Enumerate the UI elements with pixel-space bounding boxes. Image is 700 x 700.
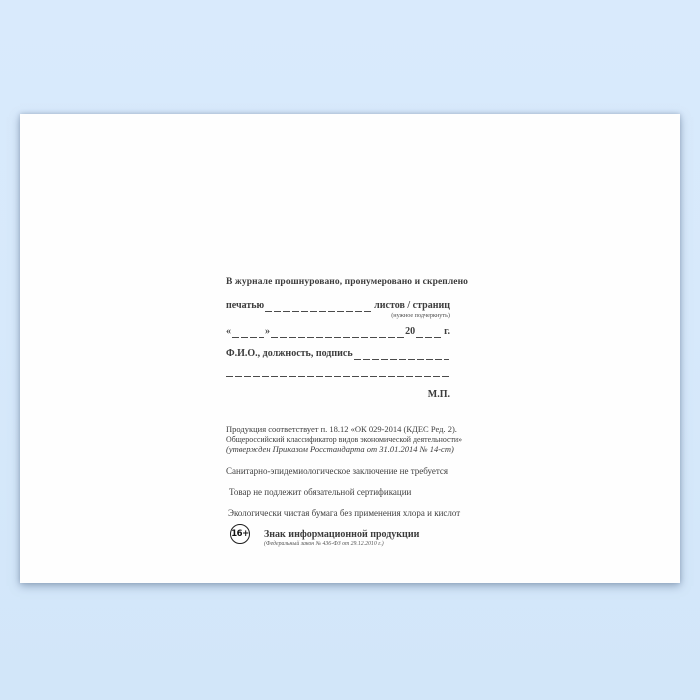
ecology-note: Экологически чистая бумага без применения хлора и кислот [228,508,461,518]
compliance-line-2: Общероссийский классификатор видов экономической деятельности» [226,435,463,444]
stamp-place-label: М.П. [427,389,450,400]
compliance-line-1: Продукция соответствует п. 18.12 «ОК 029-2014 (КДЕС Ред. 2). [226,424,457,434]
underline-instruction: (нужное подчеркнуть) [391,312,450,319]
open-quote: « [226,326,231,337]
age-rating-text: 16+ [231,529,249,539]
age-rating-16plus-icon [230,524,250,544]
information-product-mark-label: Знак информационной продукции [264,529,420,540]
day-blank [232,327,264,338]
compliance-line-3: (утвержден Приказом Росстандарта от 31.01.2014 № 14-ст) [226,444,454,454]
stamp-place-line [226,389,450,401]
signature-continuation-blank [226,366,450,377]
signature-line [226,348,450,360]
sheets-count-blank [265,301,373,312]
journal-back-page [20,114,680,583]
seal-label: печатью [226,300,265,311]
signature-continuation-line [226,366,450,377]
signature-blank [354,349,449,360]
certification-note: Товар не подлежит обязательной сертификации [229,487,412,497]
signature-label: Ф.И.О., должность, подпись [226,348,353,359]
year-suffix: г. [444,326,450,337]
federal-law-note: (Федеральный закон № 436-ФЗ от 29.12.2010 г.) [264,541,384,547]
month-blank [271,327,404,338]
date-line [226,326,450,338]
sheets-pages-label: листов / страниц [374,300,450,311]
year-blank [416,327,443,338]
year-prefix: 20 [405,326,416,337]
seal-line [226,300,450,312]
binding-statement: В журнале прошнуровано, пронумеровано и скреплено [226,277,469,287]
sanitary-note: Санитарно-эпидемиологическое заключение не требуется [226,466,449,476]
close-quote: » [265,326,270,337]
